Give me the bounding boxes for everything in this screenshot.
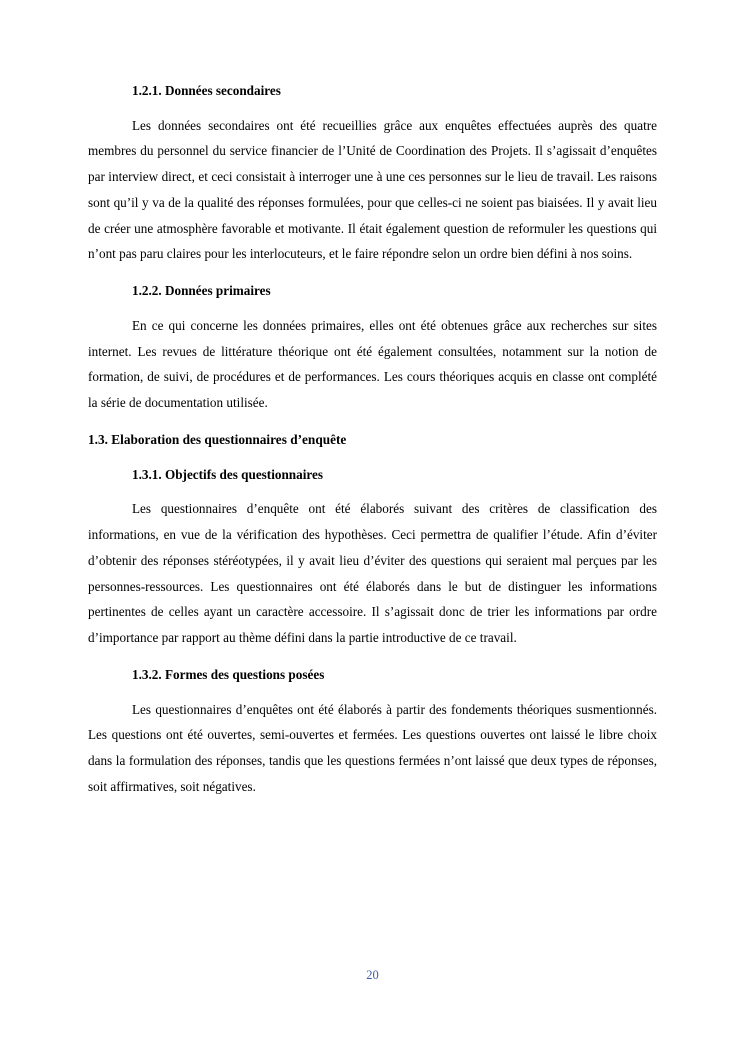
section-heading-1-3: 1.3. Elaboration des questionnaires d’enquête xyxy=(88,431,347,447)
section-heading-1-2-1: 1.2.1. Données secondaires xyxy=(132,83,281,98)
section-heading-1-2-2: 1.2.2. Données primaires xyxy=(132,283,271,299)
document-body xyxy=(88,78,657,800)
spacer xyxy=(88,416,657,427)
section-heading-1-3-1: 1.3.1. Objectifs des questionnaires xyxy=(132,466,323,482)
paragraph-donnees-secondaires: Les données secondaires ont été recueillies grâce aux enquêtes effectuées auprès des quatre membres du personnel du service financier de l’Unité de Coordination des Projets. Il s’agissait d’enquêtes par interview direct, et ceci consistait à interroger une à une ces personnes sur le lieu de travail. Les raisons sont qu’il y va de la qualité des réponses formulées, pour que celles-ci ne soient pas biaisées. Il y avait lieu de créer une atmosphère favorable et motivante. Il était également question de reformuler les questions qui n’ont pas paru claires pour les interlocuteurs, et le faire répondre selon un ordre bien défini à nos soins. xyxy=(88,117,657,262)
section-heading-1-3-2: 1.3.2. Formes des questions posées xyxy=(132,666,325,682)
spacer xyxy=(88,453,657,462)
page-number: 20 xyxy=(366,968,379,982)
spacer xyxy=(88,651,657,662)
spacer xyxy=(88,267,657,278)
spacer xyxy=(88,104,657,113)
spacer xyxy=(88,304,657,313)
spacer xyxy=(88,688,657,697)
paragraph-formes-questions: Les questionnaires d’enquêtes ont été élaborés à partir des fondements théoriques susmentionnés. Les questions ont été ouvertes, semi-ouvertes et fermées. Les questions ouvertes ont laissé le libre choix dans la formulation des réponses, tandis que les questions fermées n’ont laissé que deux types de réponses, soit affirmatives, soit négatives. xyxy=(88,701,657,794)
paragraph-objectifs-questionnaires: Les questionnaires d’enquête ont été élaborés suivant des critères de classification des informations, en vue de la vérification des hypothèses. Ceci permettra de qualifier l’étude. Afin d’éviter d’obtenir des réponses stéréotypées, il y avait lieu d’éviter des questions qui seraient mal perçues par les personnes-ressources. Les questionnaires ont été élaborés dans le but de distinguer les informations pertinentes de celles ayant un caractère accessoire. Il s’agissait donc de trier les informations par ordre d’importance par rapport au thème défini dans la partie introductive de ce travail. xyxy=(88,501,657,646)
paragraph-donnees-primaires: En ce qui concerne les données primaires, elles ont été obtenues grâce aux recherches sur sites internet. Les revues de littérature théorique ont été également consultées, notamment sur la notion de formation, de suivi, de procédures et de performances. Les cours théoriques acquis en classe ont complété la série de documentation utilisée. xyxy=(88,317,657,411)
spacer xyxy=(88,487,657,496)
